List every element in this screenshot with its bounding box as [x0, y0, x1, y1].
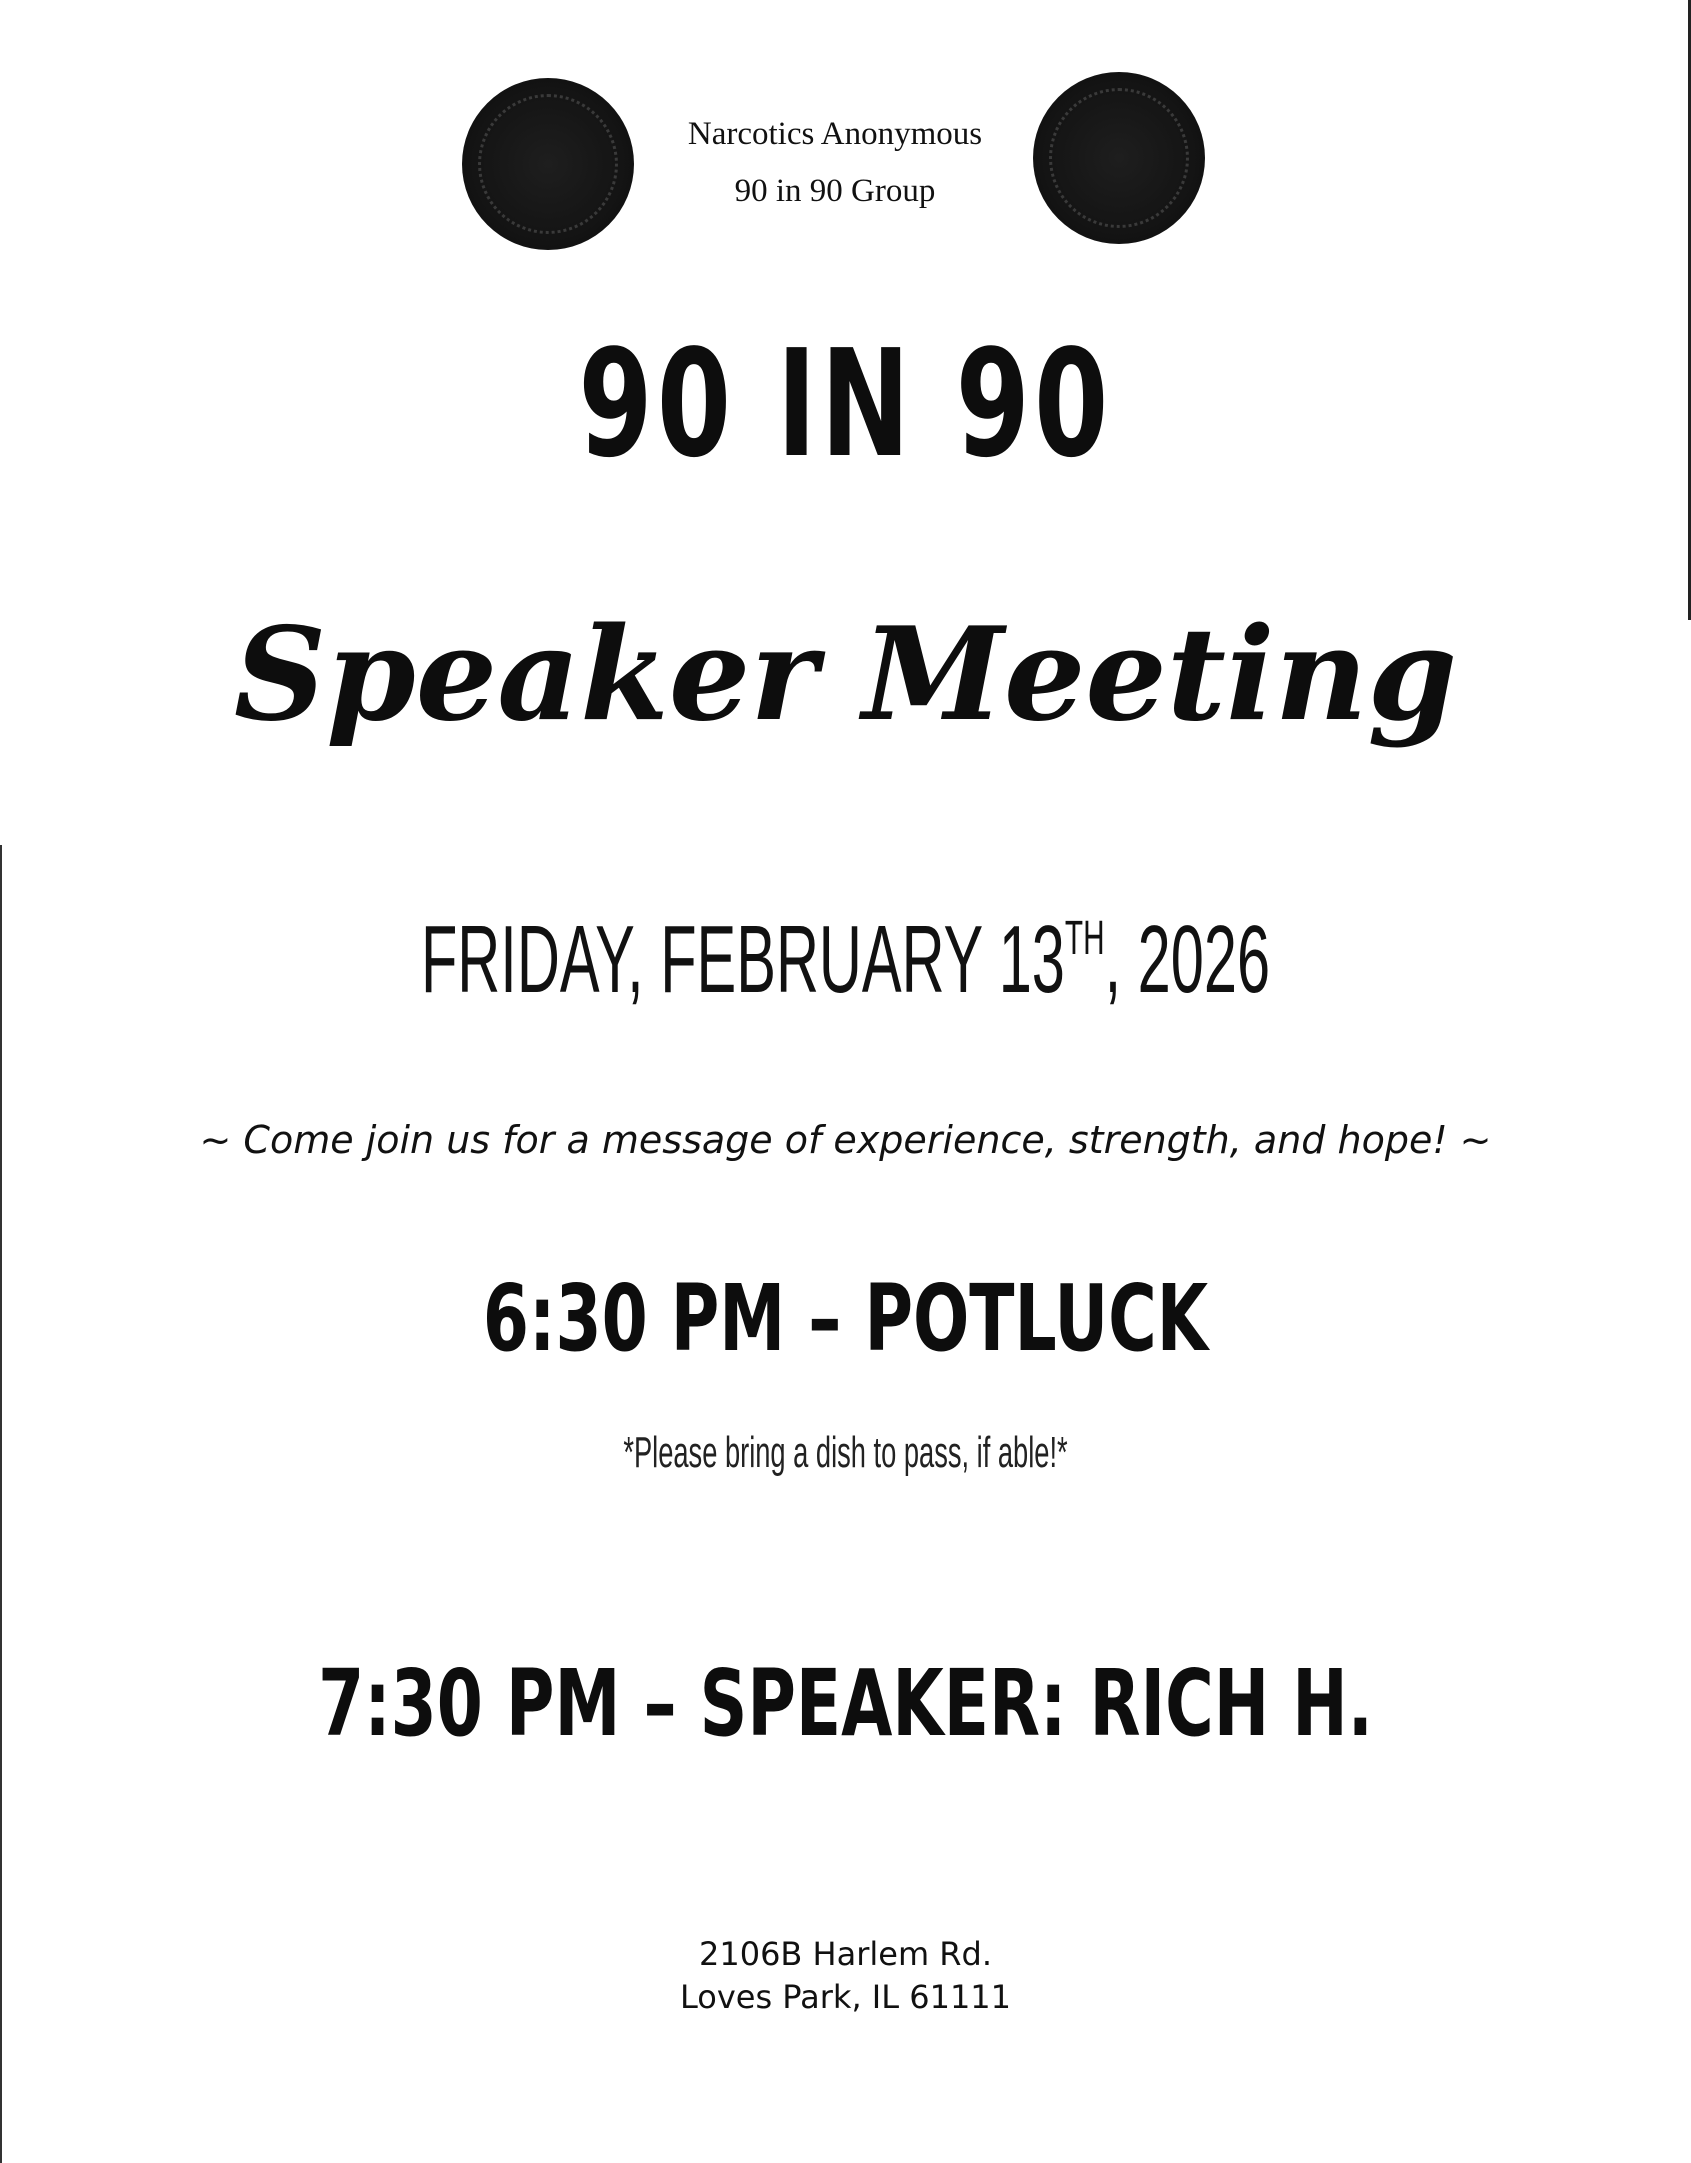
address-line-2: Loves Park, IL 61111 — [679, 1978, 1012, 2016]
event-potluck: 6:30 PM – POTLUCK — [482, 1265, 1209, 1372]
potluck-note: *Please bring a dish to pass, if able!* — [623, 1428, 1068, 1477]
org-name: Narcotics Anonymous — [687, 116, 983, 152]
address-line-1: 2106B Harlem Rd. — [698, 1935, 993, 1973]
event-date — [321, 905, 1369, 1015]
na-seal-icon — [462, 78, 634, 250]
tagline: ~ Come join us for a message of experience, strength, and hope! ~ — [199, 1118, 1492, 1162]
na-seal-icon — [1033, 72, 1205, 244]
date-main: FRIDAY, FEBRUARY 13 — [420, 906, 1065, 1013]
date-year: , 2026 — [1104, 906, 1271, 1013]
flyer-subtitle: Speaker Meeting — [233, 600, 1458, 750]
flyer-title: 90 IN 90 — [578, 318, 1113, 490]
group-name: 90 in 90 Group — [734, 173, 936, 209]
date-suffix: TH — [1064, 912, 1105, 965]
event-speaker: 7:30 PM – SPEAKER: RICH H. — [318, 1650, 1373, 1757]
